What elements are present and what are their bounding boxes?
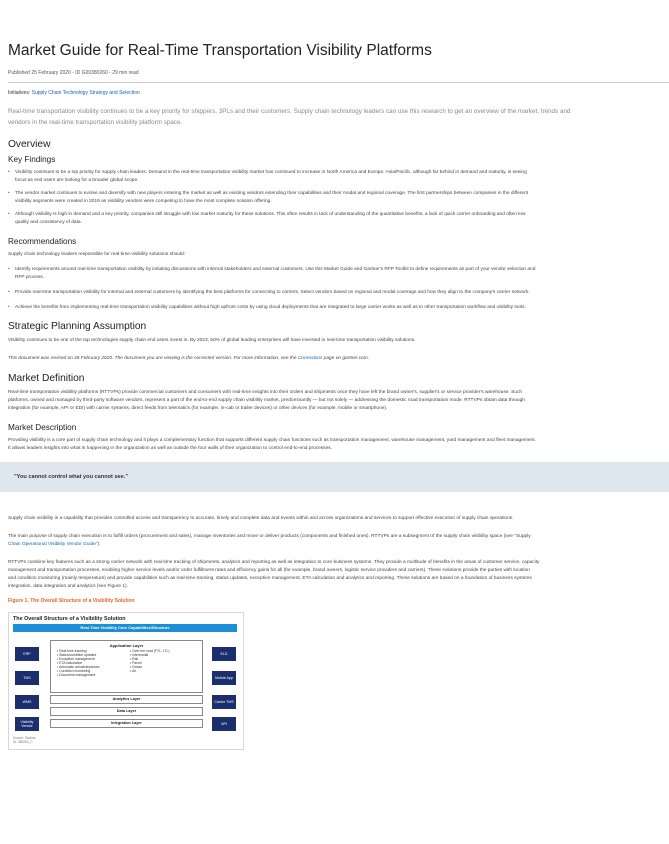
list-item: • The vendor market continues to evolve and diversify with new players entering the market as well as existing vendors extending their capabilities and their modal and regional coverage. The first partnerships between companies in the different visibility segments were created in 2019 as visibility vendors were competing to have the most complete solution offering. <box>8 190 669 206</box>
recommendations-intro: Supply chain technology leaders responsible for real-time-visibility solutions should: <box>8 251 186 257</box>
list-item: • Provide real-time transportation visibility for internal and external customers by identifying the best platforms for connecting to carriers. Select vendors based on regional and modal coverage and how they align to the company's carrier network. <box>8 289 669 297</box>
initiatives-label: Initiatives: <box>8 90 31 96</box>
figure-source: Source: Gartner ID: 380260_C <box>13 736 36 745</box>
application-features-col1: • Real-time tracking • Status/condition updates • Exception management • ETA calculation • Automatic arrival/departure • Condition monitoring • Document management <box>57 649 100 677</box>
paragraph: Supply chain visibility is a capability that provides controlled access and transparency to accurate, timely and complete data and events within and across organizations and services to support effective execution of supply chain operations. <box>8 515 514 521</box>
market-description-text: Providing visibility is a core part of supply chain technology and it plays a complementary function that supports different supply chain functions such as transportation management, warehouse management, yard management and fleet management. It allows leaders insights into what is happening in the organization as well as outside the four walls of their organization to control end-to-end processes. <box>8 437 536 451</box>
erp-box: ERP <box>15 647 39 661</box>
strategic-heading: Strategic Planning Assumption <box>8 321 147 333</box>
market-description-heading: Market Description <box>8 422 77 432</box>
application-layer-title: Application Layer <box>109 643 144 649</box>
core-capabilities-bar: Real-Time Visibility Core Capabilities/Structure <box>13 624 237 632</box>
api-box: API <box>212 717 236 731</box>
market-definition-heading: Market Definition <box>8 373 85 385</box>
paragraph: The main purpose of supply chain execution is to fulfill orders (procurement and sales), manage inventories and move or deliver products (components and finished ones). RTTVPs are a subsegment of the supply chain visibility space (see "Supply Chain Operational Visibility Vendor Guide"). <box>8 533 531 547</box>
strategic-text: Visibility continues to be one of the top technologies supply chain end users invest in. By 2023, 50% of global leading enterprises will have invested in real-time transportation visibility solutions. <box>8 338 416 344</box>
initiatives-link[interactable]: Supply Chain Technology Strategy and Selection <box>31 90 140 96</box>
wms-box: WMS <box>15 695 39 709</box>
data-layer: Data Layer <box>50 707 203 716</box>
overview-heading: Overview <box>8 139 51 150</box>
list-item: • Although visibility is high in demand and a key priority, companies still struggle with low market maturity for these solutions. This often results in lack of understanding of the quantitative benefits, a lack of quick carrier onboarding and often low quality and consistency of data. <box>8 211 669 227</box>
application-features-col2: • Over the road (FTL, LTL) • Intermodal • Rail • Parcel • Ocean • Air <box>130 649 170 673</box>
summary-line: Real-time transportation visibility continues to be a key priority for shippers, 3PLs and their customers. Supply chain technology leaders can use this research to get an overview of the market, trends and <box>8 108 571 115</box>
tms-box: TMS <box>15 671 39 685</box>
summary-line: vendors in the real-time transportation visibility platform space. <box>8 118 183 126</box>
summary <box>8 107 669 128</box>
list-item: • Identify requirements around real-time transportation visibility by initiating discussions with internal stakeholders and external customers. Use this Market Guide and Gartner's RFP Toolkit to define requirements as part of your vendor selection and RFP process. <box>8 266 669 282</box>
recommendations-heading: Recommendations <box>8 236 77 246</box>
publish-meta: Published 25 February 2020 - ID G00380260 - 29 min read <box>8 70 139 76</box>
visibility-vendor-box: Visibility Vendor <box>15 717 39 731</box>
analytics-layer: Analytics Layer <box>50 695 203 704</box>
initiatives <box>8 90 669 96</box>
document-page <box>8 42 669 750</box>
integration-layer: Integration Layer <box>50 719 203 728</box>
mobile-app-box: Mobile App <box>212 671 236 685</box>
list-item: • Achieve the benefits from implementing real-time transportation visibility capabilities without high upfront costs by using cloud deployments that are integrated to large carrier works as well as to other transportation workflow and visibility tools. <box>8 304 669 312</box>
application-layer <box>50 640 203 693</box>
revision-note: This document was revised on 28 February 2020. The document you are viewing is the corrected version. For more information, see the Corrections page on gartner.com. <box>8 356 370 362</box>
figure-diagram <box>8 612 244 750</box>
paragraph: RTTVPs combine key features such as a strong carrier network with real-time tracking of shipments, analytics and reporting as well as integration to core business systems. They provide a multitude of benefits in the areas of customer service, capacity management and transportation processes, enabling higher service levels and/or order fulfillment rates and efficiency gains for all (for example, brand owners, logistic service providers and carriers). These solutions provide the parties with location and condition monitoring (mainly temperature) and provide capabilities such as real-time tracking, status updates, exception management, ETA calculation and analytics and reporting. These solutions are based on a foundation of business systems integration, data integration and analytics (see Figure 1). <box>8 559 540 590</box>
divider <box>8 82 669 83</box>
figure-caption: Figure 1. The Overall Structure of a Visibility Solution <box>8 598 135 605</box>
figure-title: The Overall Structure of a Visibility Solution <box>13 616 126 623</box>
key-findings-heading: Key Findings <box>8 155 56 164</box>
key-findings-list <box>8 169 669 228</box>
page-title: Market Guide for Real-Time Transportation Visibility Platforms <box>8 42 432 59</box>
list-item: • Visibility continues to be a top priority for supply chain leaders. Demand in the real-time transportation visibility market has continued to increase in North America and Europe. Asia/Pacific, although far behind in demand and maturity, is seeing focus as end users are looking for a broader global scope. <box>8 169 669 185</box>
corrections-link[interactable]: Corrections <box>297 356 323 362</box>
recommendations-list <box>8 266 669 312</box>
pull-quote: "You cannot control what you cannot see." <box>0 462 669 492</box>
eld-box: ELD <box>212 647 236 661</box>
market-definition-text: Real-time transportation visibility platforms (RTTVPs) provide commercial customers and consumers with real-time insights into their orders and shipments once they have left the brand owner's, supplier's or service provider's warehouse. Such platforms, owned and managed by third-party software vendors, represent a part of the end-to-end supply chain visibility market, predominantly — but not solely — addressing the domestic road transportation mode. RTTVPs obtain data through integration (for example, API or EDI) with carrier systems, direct feeds from telematics (for example, in-cab or trailer devices) or other devices (for example, mobile or smartphone). <box>8 390 525 412</box>
carrier-tms-box: Carrier TMS <box>212 695 236 709</box>
